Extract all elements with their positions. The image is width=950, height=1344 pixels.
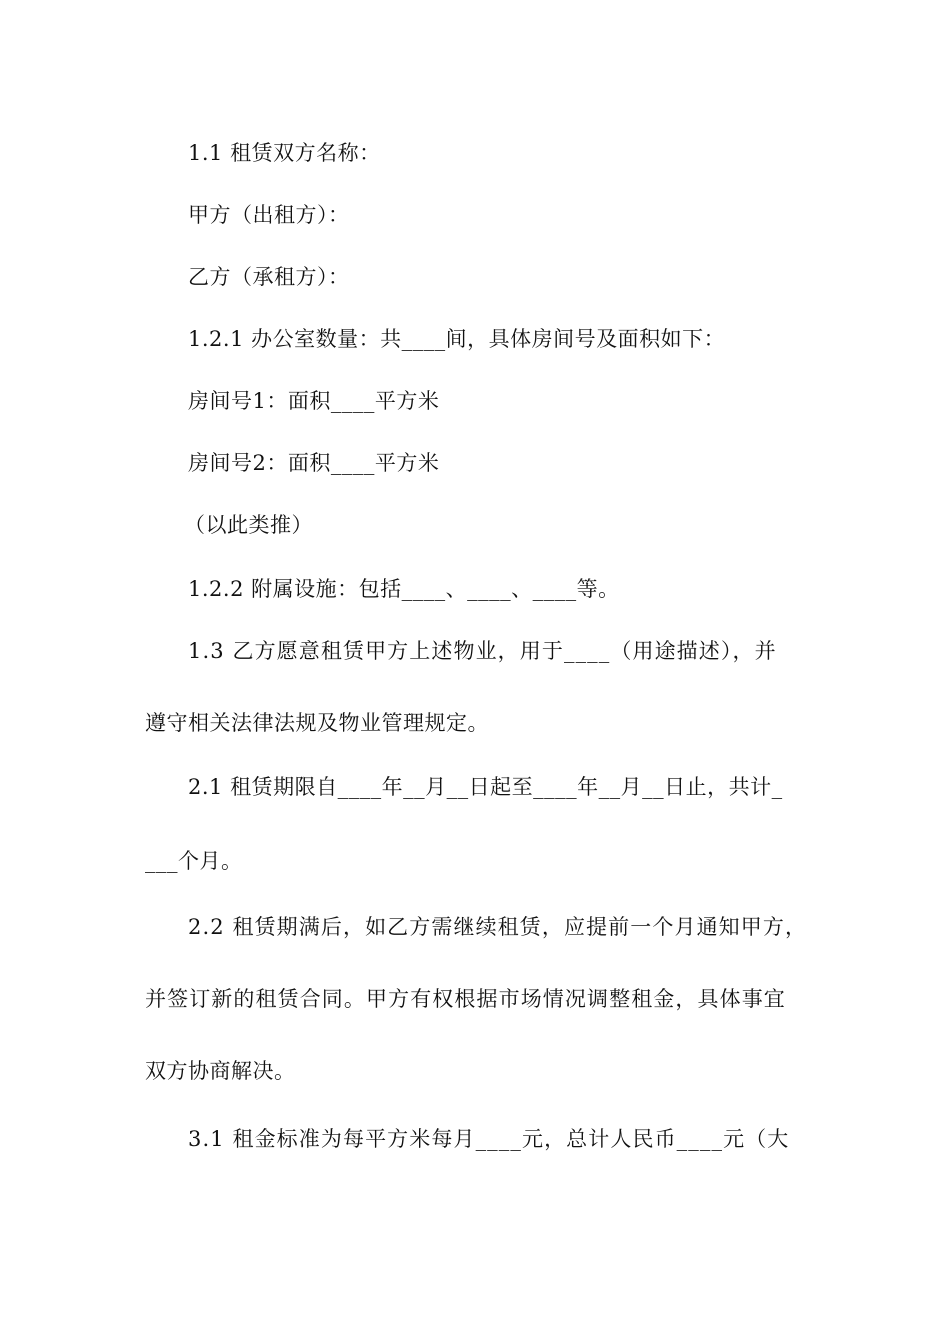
party-b-line: 乙方（承租方）：	[188, 265, 350, 289]
clause-1-3-cont: 遵守相关法律法规及物业管理规定。	[145, 711, 489, 735]
clause-1-1: 1.1 租赁双方名称：	[188, 141, 381, 165]
clause-2-2-cont-1: 并签订新的租赁合同。甲方有权根据市场情况调整租金，具体事宜	[145, 987, 786, 1011]
clause-2-1-cont: ___个月。	[145, 849, 243, 873]
etc-line: （以此类推）	[184, 513, 313, 537]
clause-1-3: 1.3 乙方愿意租赁甲方上述物业，用于____（用途描述），并	[188, 639, 777, 663]
room-1-line: 房间号1：面积____平方米	[188, 389, 440, 413]
clause-3-1: 3.1 租金标准为每平方米每月____元，总计人民币____元（大	[188, 1127, 790, 1151]
clause-2-1: 2.1 租赁期限自____年__月__日起至____年__月__日止，共计_	[188, 775, 783, 799]
clause-1-2-2: 1.2.2 附属设施：包括____、____、____等。	[188, 577, 620, 601]
party-a-line: 甲方（出租方）：	[188, 203, 350, 227]
clause-2-2-cont-2: 双方协商解决。	[145, 1059, 296, 1083]
clause-2-2: 2.2 租赁期满后，如乙方需继续租赁，应提前一个月通知甲方，	[188, 915, 808, 939]
room-2-line: 房间号2：面积____平方米	[188, 451, 440, 475]
clause-1-2-1: 1.2.1 办公室数量：共____间，具体房间号及面积如下：	[188, 327, 726, 351]
